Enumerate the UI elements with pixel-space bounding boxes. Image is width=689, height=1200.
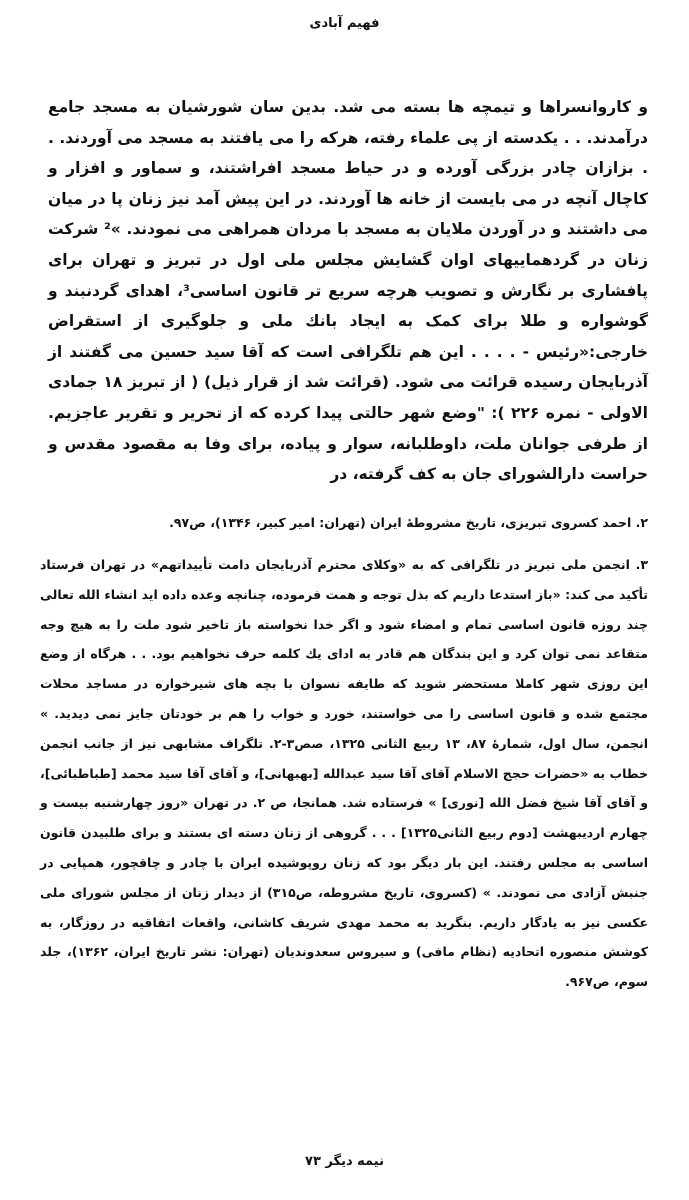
running-header: فهیم آبادی [309, 16, 380, 31]
body-paragraph: و کاروانسراها و تیمچه ها بسته می شد. بدین سان شورشیان به مسجد جامع درآمدند. . . یکدسته از پی علماء رفته، هرکه را می یافتند به مسجد می آوردند. . . بزازان چادر بزرگی آورده و در حیاط مسجد افراشتند، و سماور و افزار و کاچال آنچه در می بایست از خانه ها آوردند. در این پیش آمد نیز زنان پا در میان می داشتند و در آوردن ملایان به مسجد با مردان همراهی می نمودند. »² شرکت زنان در گردهماییهای اوان گشایش مجلس ملی اول در تبریز و تهران برای پافشاری بر نگارش و تصویب هرچه سریع تر قانون اساسی³، اهدای گردنبند و گوشواره و طلا برای کمک به ایجاد بانك ملی و جلوگیری از استقراض خارجی:«رئیس - . . . . این هم تلگرافی است که آقا سید حسین می گفتند از آذربایجان رسیده قرائت می شود. (قرائت شد از قرار ذیل) ( از تبریز ١٨ جمادی الاولی - نمره ٢٢۶ ): "وضع شهر حالتی پیدا کرده که از تحریر و تقریر عاجزیم. از طرفی جوانان ملت، داوطلبانه، سوار و پیاده، برای وفا به مقصود مقدس و حراست دارالشورای جان به کف گرفته، در [48, 98, 649, 484]
page-number: نیمه دیگر ٧٣ [305, 1154, 384, 1169]
footnote-3: ٣. انجمن ملی تبریز در تلگرافی که به «وکلای محترم آذربایجان دامت تأییداتهم» در تهران فرستاد تأکید می کند: «باز استدعا داریم که بذل توجه و همت فرموده، چنانچه وعده داده اید انشاء الله تعالی چند روزه قانون اساسی تمام و امضاء شود و اگر خدا نخواسته باز تاخیر شود ملت را به هیچ وجه متقاعد نمی توان کرد و این بندگان هم قادر به ادای یك کلمه حرف نخواهیم بود. . . هرگاه از وضع این روزی شهر کاملا مستحضر شوید که طایفه نسوان با بچه های شیرخواره در مساجد محلات مجتمع شده و قانون اساسی را می خواستند، خورد و خواب را هم بر خودتان جایز نمی دیدید. » انجمن، سال اول، شمارهٔ ٨٧، ١٣ ربیع الثانی ١٣٢۵، صص٣-٢. تلگراف مشابهی نیز از جانب انجمن خطاب به «حضرات حجج الاسلام آقای آقا سید عبدالله [بهبهانی]، و آقای آقا سید محمد [طباطبائی]، و آقای آقا شیخ فضل الله [نوری] » فرستاده شد. همانجا، ص ٢. در تهران «روز چهارشنبه بیست و چهارم اردیبهشت [دوم ربیع الثانی١٣٢۵] . . . گروهی از زنان دسته ای بستند و برای طلبیدن قانون اساسی به مجلس رفتند. این بار دیگر بود که زنان روپوشیده ایران با چادر و چاقچور، همپایی در جنبش آزادی می نمودند. » (کسروی، تاریخ مشروطه، ص٣١۵) از دیدار زنان از مجلس شورای ملی عکسی نیز به یادگار داریم. بنگرید به محمد مهدی شریف کاشانی، واقعات اتفاقیه در روزگار، به کوشش منصوره اتحادیه (نظام مافی) و سیروس سعدوندیان (تهران: نشر تاریخ ایران، ١٣۶٢)، جلد سوم، ص٩۶٧. [40, 557, 649, 990]
footnote-2: ٢. احمد کسروی تبریزی، تاریخ مشروطهٔ ایران (تهران: امیر کبیر، ١٣۴۶)، ص٩٧. [169, 515, 648, 530]
footnotes-section [40, 512, 648, 997]
